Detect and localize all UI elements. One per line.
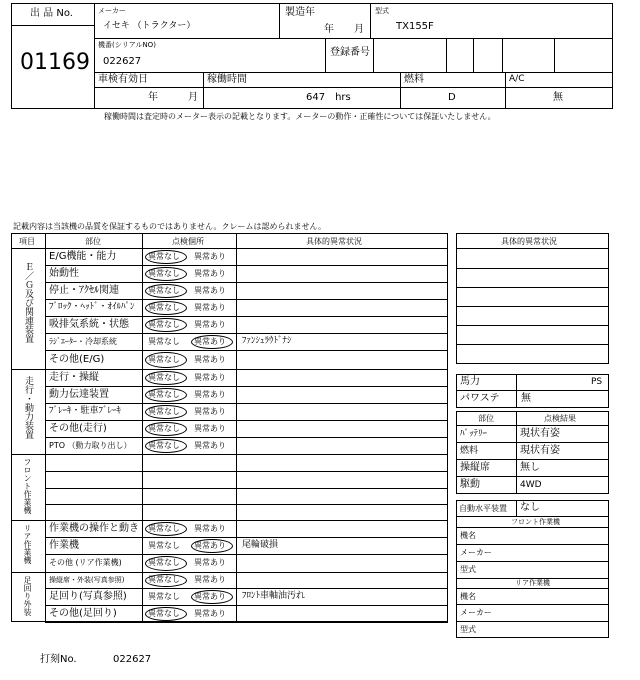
part-cell: その他 (リア作業機) bbox=[49, 558, 122, 567]
part-cell: PTO （動力取り出し） bbox=[49, 441, 132, 450]
circle-mark bbox=[145, 556, 187, 571]
rear-implement-title: リア作業機 bbox=[515, 579, 550, 587]
part-cell: 停止・ｱｸｾﾙ関連 bbox=[49, 285, 119, 296]
drive-value: 4WD bbox=[520, 480, 542, 490]
ng-option: 異常あり bbox=[194, 303, 226, 312]
cabin-value: 無し bbox=[520, 462, 540, 473]
rear-maker-label: メーカー bbox=[460, 608, 492, 617]
circle-mark bbox=[145, 574, 187, 587]
ok-option: 異常なし bbox=[148, 269, 180, 278]
part-cell: 吸排気系統・状態 bbox=[49, 319, 129, 330]
circle-mark bbox=[145, 439, 187, 453]
fuel-label: 燃料 bbox=[404, 74, 424, 85]
ok-option: 異常なし bbox=[148, 286, 180, 295]
ng-option: 異常あり bbox=[194, 286, 226, 295]
part-cell: その他(足回り) bbox=[49, 608, 117, 619]
ok-option: 異常なし bbox=[148, 303, 180, 312]
circle-mark bbox=[145, 250, 187, 264]
hours-value: 647 hrs bbox=[306, 92, 351, 103]
serial-value: 022627 bbox=[103, 56, 142, 67]
ok-option: 異常なし bbox=[148, 575, 180, 584]
part-cell: 作業機の操作と動き bbox=[49, 523, 139, 534]
auto-level-value: なし bbox=[520, 502, 540, 513]
rear-model-label: 型式 bbox=[460, 625, 476, 634]
ac-label: A/C bbox=[509, 74, 525, 84]
detail-cell: ﾌﾛﾝﾄ車軸油汚れ bbox=[242, 591, 306, 601]
circle-mark bbox=[145, 267, 187, 281]
maker-value: イセキ （トラクター） bbox=[103, 21, 196, 31]
part-cell: その他(E/G) bbox=[49, 354, 105, 365]
inspect-value: 年 月 bbox=[148, 92, 198, 103]
battery-label: ﾊﾞｯﾃﾘｰ bbox=[460, 429, 488, 439]
col-check: 点検個所 bbox=[172, 237, 204, 246]
col-detail: 具体的異常状況 bbox=[306, 237, 362, 246]
ng-option: 異常あり bbox=[194, 320, 226, 329]
detail-cell: 尾輪破損 bbox=[242, 540, 279, 550]
part-cell: ﾗｼﾞｴｰﾀｰ・冷却系統 bbox=[49, 337, 117, 346]
fuel-label-right: 燃料 bbox=[460, 446, 479, 456]
circle-mark bbox=[145, 422, 187, 436]
rear-name-label: 機名 bbox=[460, 592, 476, 601]
reg-label: 登録番号 bbox=[330, 47, 370, 58]
group-eg: Ｅ／Ｇ及び関連装置 bbox=[23, 262, 33, 343]
circle-mark bbox=[145, 301, 187, 315]
auto-level-label: 自動水平装置 bbox=[459, 504, 507, 513]
circle-mark bbox=[145, 352, 187, 368]
ok-option: 異常なし bbox=[148, 390, 180, 399]
model-label: 型式 bbox=[375, 7, 389, 15]
circle-mark bbox=[145, 318, 187, 332]
powersteer-value: 無 bbox=[521, 393, 531, 404]
serial-label: 機番(シリアルNO) bbox=[98, 41, 156, 49]
ok-option: 異常なし bbox=[148, 320, 180, 329]
circle-mark bbox=[145, 607, 187, 621]
result-col: 点検結果 bbox=[544, 414, 576, 423]
ng-option: 異常あり bbox=[194, 524, 226, 533]
ng-option: 異常あり bbox=[194, 609, 226, 618]
ac-value: 無 bbox=[553, 92, 563, 103]
ng-option: 異常あり bbox=[194, 424, 226, 433]
power-label: 馬力 bbox=[460, 376, 480, 387]
part-cell: 動力伝達装置 bbox=[49, 389, 109, 400]
fuel-value-right: 現状有姿 bbox=[520, 445, 560, 456]
battery-value: 現状有姿 bbox=[520, 428, 560, 439]
front-model-label: 型式 bbox=[460, 565, 476, 574]
part-cell: 足回り(写真参照) bbox=[49, 591, 127, 602]
lot-number: 01169 bbox=[20, 50, 90, 75]
ok-option: 異常なし bbox=[148, 337, 180, 346]
year-unit: 年 月 bbox=[324, 24, 364, 35]
ng-option: 異常あり bbox=[194, 337, 226, 346]
part-cell: 始動性 bbox=[49, 268, 79, 279]
part-cell: 作業機 bbox=[49, 540, 79, 551]
detail-cell: ﾌｧﾝｼｭﾗｳﾄﾞﾅｼ bbox=[242, 336, 292, 346]
part-cell: その他(走行) bbox=[49, 423, 107, 434]
part-cell: E/G機能・能力 bbox=[49, 251, 117, 262]
ng-option: 異常あり bbox=[194, 558, 226, 567]
ng-option: 異常あり bbox=[194, 407, 226, 416]
col-part: 部位 bbox=[85, 237, 101, 246]
part-col: 部位 bbox=[478, 414, 494, 423]
ng-option: 異常あり bbox=[194, 592, 226, 601]
power-value: PS bbox=[591, 377, 603, 387]
stamp-label: 打刻No. bbox=[40, 654, 77, 665]
year-label: 製造年 bbox=[285, 7, 315, 18]
circle-mark bbox=[145, 522, 187, 536]
ok-option: 異常なし bbox=[148, 541, 180, 550]
circle-mark bbox=[145, 371, 187, 385]
part-cell: 走行・操縦 bbox=[49, 372, 99, 383]
ok-option: 異常なし bbox=[148, 558, 180, 567]
maker-label: メーカー bbox=[98, 7, 126, 15]
circle-mark bbox=[145, 405, 187, 419]
ok-option: 異常なし bbox=[148, 441, 180, 450]
ng-option: 異常あり bbox=[194, 252, 226, 261]
hours-note: 稼働時間は査定時のメーター表示の記載となります。メーターの動作・正確性については保証いたしません。 bbox=[104, 112, 496, 121]
ok-option: 異常なし bbox=[148, 407, 180, 416]
circle-mark bbox=[191, 539, 233, 553]
group-body: 足回り外装 bbox=[23, 576, 32, 616]
ng-option: 異常あり bbox=[194, 269, 226, 278]
model-value: TX155F bbox=[396, 21, 434, 32]
part-cell: ﾌﾞﾚｰｷ・駐車ﾌﾞﾚｰｷ bbox=[49, 406, 122, 416]
ok-option: 異常なし bbox=[148, 355, 180, 364]
group-front: フロント作業機 bbox=[23, 458, 32, 514]
ng-option: 異常あり bbox=[194, 575, 226, 584]
ok-option: 異常なし bbox=[148, 592, 180, 601]
ng-option: 異常あり bbox=[194, 355, 226, 364]
ok-option: 異常なし bbox=[148, 524, 180, 533]
cabin-label: 操縦席 bbox=[460, 462, 490, 473]
ng-option: 異常あり bbox=[194, 390, 226, 399]
fuel-value: D bbox=[448, 92, 456, 103]
front-implement-title: フロント作業機 bbox=[511, 518, 560, 526]
ng-option: 異常あり bbox=[194, 441, 226, 450]
group-rear: リア作業機 bbox=[23, 524, 32, 564]
circle-mark bbox=[191, 590, 233, 604]
inspect-label: 車検有効日 bbox=[98, 74, 148, 85]
ok-option: 異常なし bbox=[148, 609, 180, 618]
ok-option: 異常なし bbox=[148, 252, 180, 261]
part-cell: ﾌﾞﾛｯｸ・ﾍｯﾄﾞ・ｵｲﾙﾊﾟﾝ bbox=[49, 302, 135, 312]
circle-mark bbox=[191, 335, 233, 349]
powersteer-label: パワステ bbox=[460, 393, 500, 404]
part-cell: 操縦席・外装(写真参照) bbox=[49, 576, 125, 584]
lot-label: 出 品 No. bbox=[30, 8, 73, 19]
ng-option: 異常あり bbox=[194, 373, 226, 382]
circle-mark bbox=[145, 388, 187, 402]
ok-option: 異常なし bbox=[148, 424, 180, 433]
ng-option: 異常あり bbox=[194, 541, 226, 550]
front-name-label: 機名 bbox=[460, 531, 476, 540]
col-item: 項目 bbox=[19, 237, 35, 246]
drive-label: 駆動 bbox=[460, 479, 480, 490]
front-maker-label: メーカー bbox=[460, 548, 492, 557]
group-drive: 走行・動力装置 bbox=[23, 376, 33, 439]
ok-option: 異常なし bbox=[148, 373, 180, 382]
right-detail-header: 具体的異常状況 bbox=[501, 237, 557, 246]
circle-mark bbox=[145, 284, 187, 298]
disclaimer: 記載内容は当該機の品質を保証するものではありません。クレームは認められません。 bbox=[13, 222, 326, 231]
stamp-value: 022627 bbox=[113, 654, 152, 665]
hours-label: 稼働時間 bbox=[207, 74, 247, 85]
